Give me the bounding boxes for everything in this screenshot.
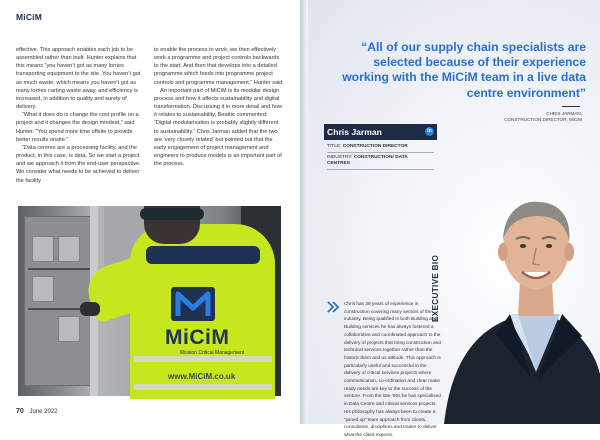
magazine-brand [16,12,42,22]
paragraph: “What it does do is change the cost profile on a project and it changes the design mindset,” said Hunter. “You spend more time offsite to provide better results onsite.” [16,112,139,143]
gloved-hand [80,302,100,316]
profile-card [324,124,441,438]
chris-jarman-portrait [434,164,600,424]
title-value: CONSTRUCTION DIRECTOR [342,144,408,149]
profile-name: Chris Jarman [327,127,382,137]
issue-date: June 2022 [29,409,58,415]
quote-divider [562,106,580,107]
micim-logo-icon [170,286,216,322]
linkedin-icon[interactable]: in [425,127,434,136]
meta-divider [327,152,434,153]
reflective-stripe [134,384,272,390]
title-label: TITLE: [327,144,342,149]
right-page [300,0,600,438]
industry-value: CONSTRUCTION/ DATA CENTRES [327,155,408,166]
attribution-role: CONSTRUCTION DIRECTOR, MiCiM [504,117,582,122]
industry-label: INDUSTRY: [327,155,353,160]
executive-bio-label: EXECUTIVE BIO [431,254,440,322]
quote-attribution [502,111,582,123]
attribution-name: CHRIS JARMAN, [546,111,582,116]
junction-box [58,316,80,342]
paragraph: “Data centres are a processing facility, and the product, in this case, is data. So we start a project and we approach it from the end-user perspective. We consider what needs to be achieved to deliver the facility [16,144,141,184]
meta-divider [327,169,434,170]
profile-card-header [324,124,437,140]
jacket-shoulder-band [146,246,260,264]
article-column-1 [16,46,146,185]
page-folio [16,408,58,415]
junction-box [32,236,54,262]
paragraph: An important part of MiCiM is its modular design process and how it affects sustainability and digital transformation. Discussing it in more detail and how it relates to sustainability, Beattie commented: “Digital modularisation is probably slightly different to sustainability.” Chris Jarman added that the two are ‘very closely related’ but pointed out that the early engagement of project management and engineers to produce models is an important part of the process. [154,87,283,168]
engineer-photo [18,206,281,396]
logo-wordmark: MiCiM [165,326,230,349]
profile-industry [327,155,427,167]
page-spine-shadow [300,0,308,424]
left-page [0,0,300,424]
reflective-stripe [134,356,272,362]
pull-quote: “All of our supply chain specialists are selected because of their experience working with the MiCiM team in a live data centre environment” [342,40,586,100]
junction-box [58,236,80,262]
article-column-2 [154,46,284,168]
paragraph: to enable the process to work, we then effectively work a programme and project controls backwards to the start. And then that develops into a detailed programme which feeds into programme project controls and programme management,” Hunter said. [154,47,284,86]
paragraph: effective. This approach enables each job to be assembled rather than built. Hunter explains that this means “you haven’t got as many lorries transporting equipment to the site. You haven’t got as much waste, which means you haven’t got as many lorries carting waste away, and efficiency is increased, in addition to quality and surety of delivery. [16,47,141,111]
brand-name: MiCiM [16,12,43,22]
safety-glasses [140,208,204,220]
logo-url: www.MiCiM.co.uk [168,372,236,381]
logo-tagline: Mission Critical Management [180,350,245,356]
executive-bio-text: Chris has 38 years of experience in construction covering many sectors of the industry. Being qualified in both Building and Building services he has always fostered a collaborative and coordinated approach to the delivery of projects that bring construction and technical services together rather than the historic them and us attitude. This approach is particularly useful and successful in the delivery of critical services projects where communication, co-ordination and clear make ready needs are key to the success of the venture. From the late ’90s he has specialised in Data Centre and critical services projects. His philosophy has always been to create a “joined up” team approach from clients, consultants, disciplines and trades to deliver what the client expects. [344,302,441,438]
chevron-right-icon [327,301,342,313]
junction-box [32,276,54,302]
page-number: 70 [16,408,24,415]
profile-title [327,144,408,150]
